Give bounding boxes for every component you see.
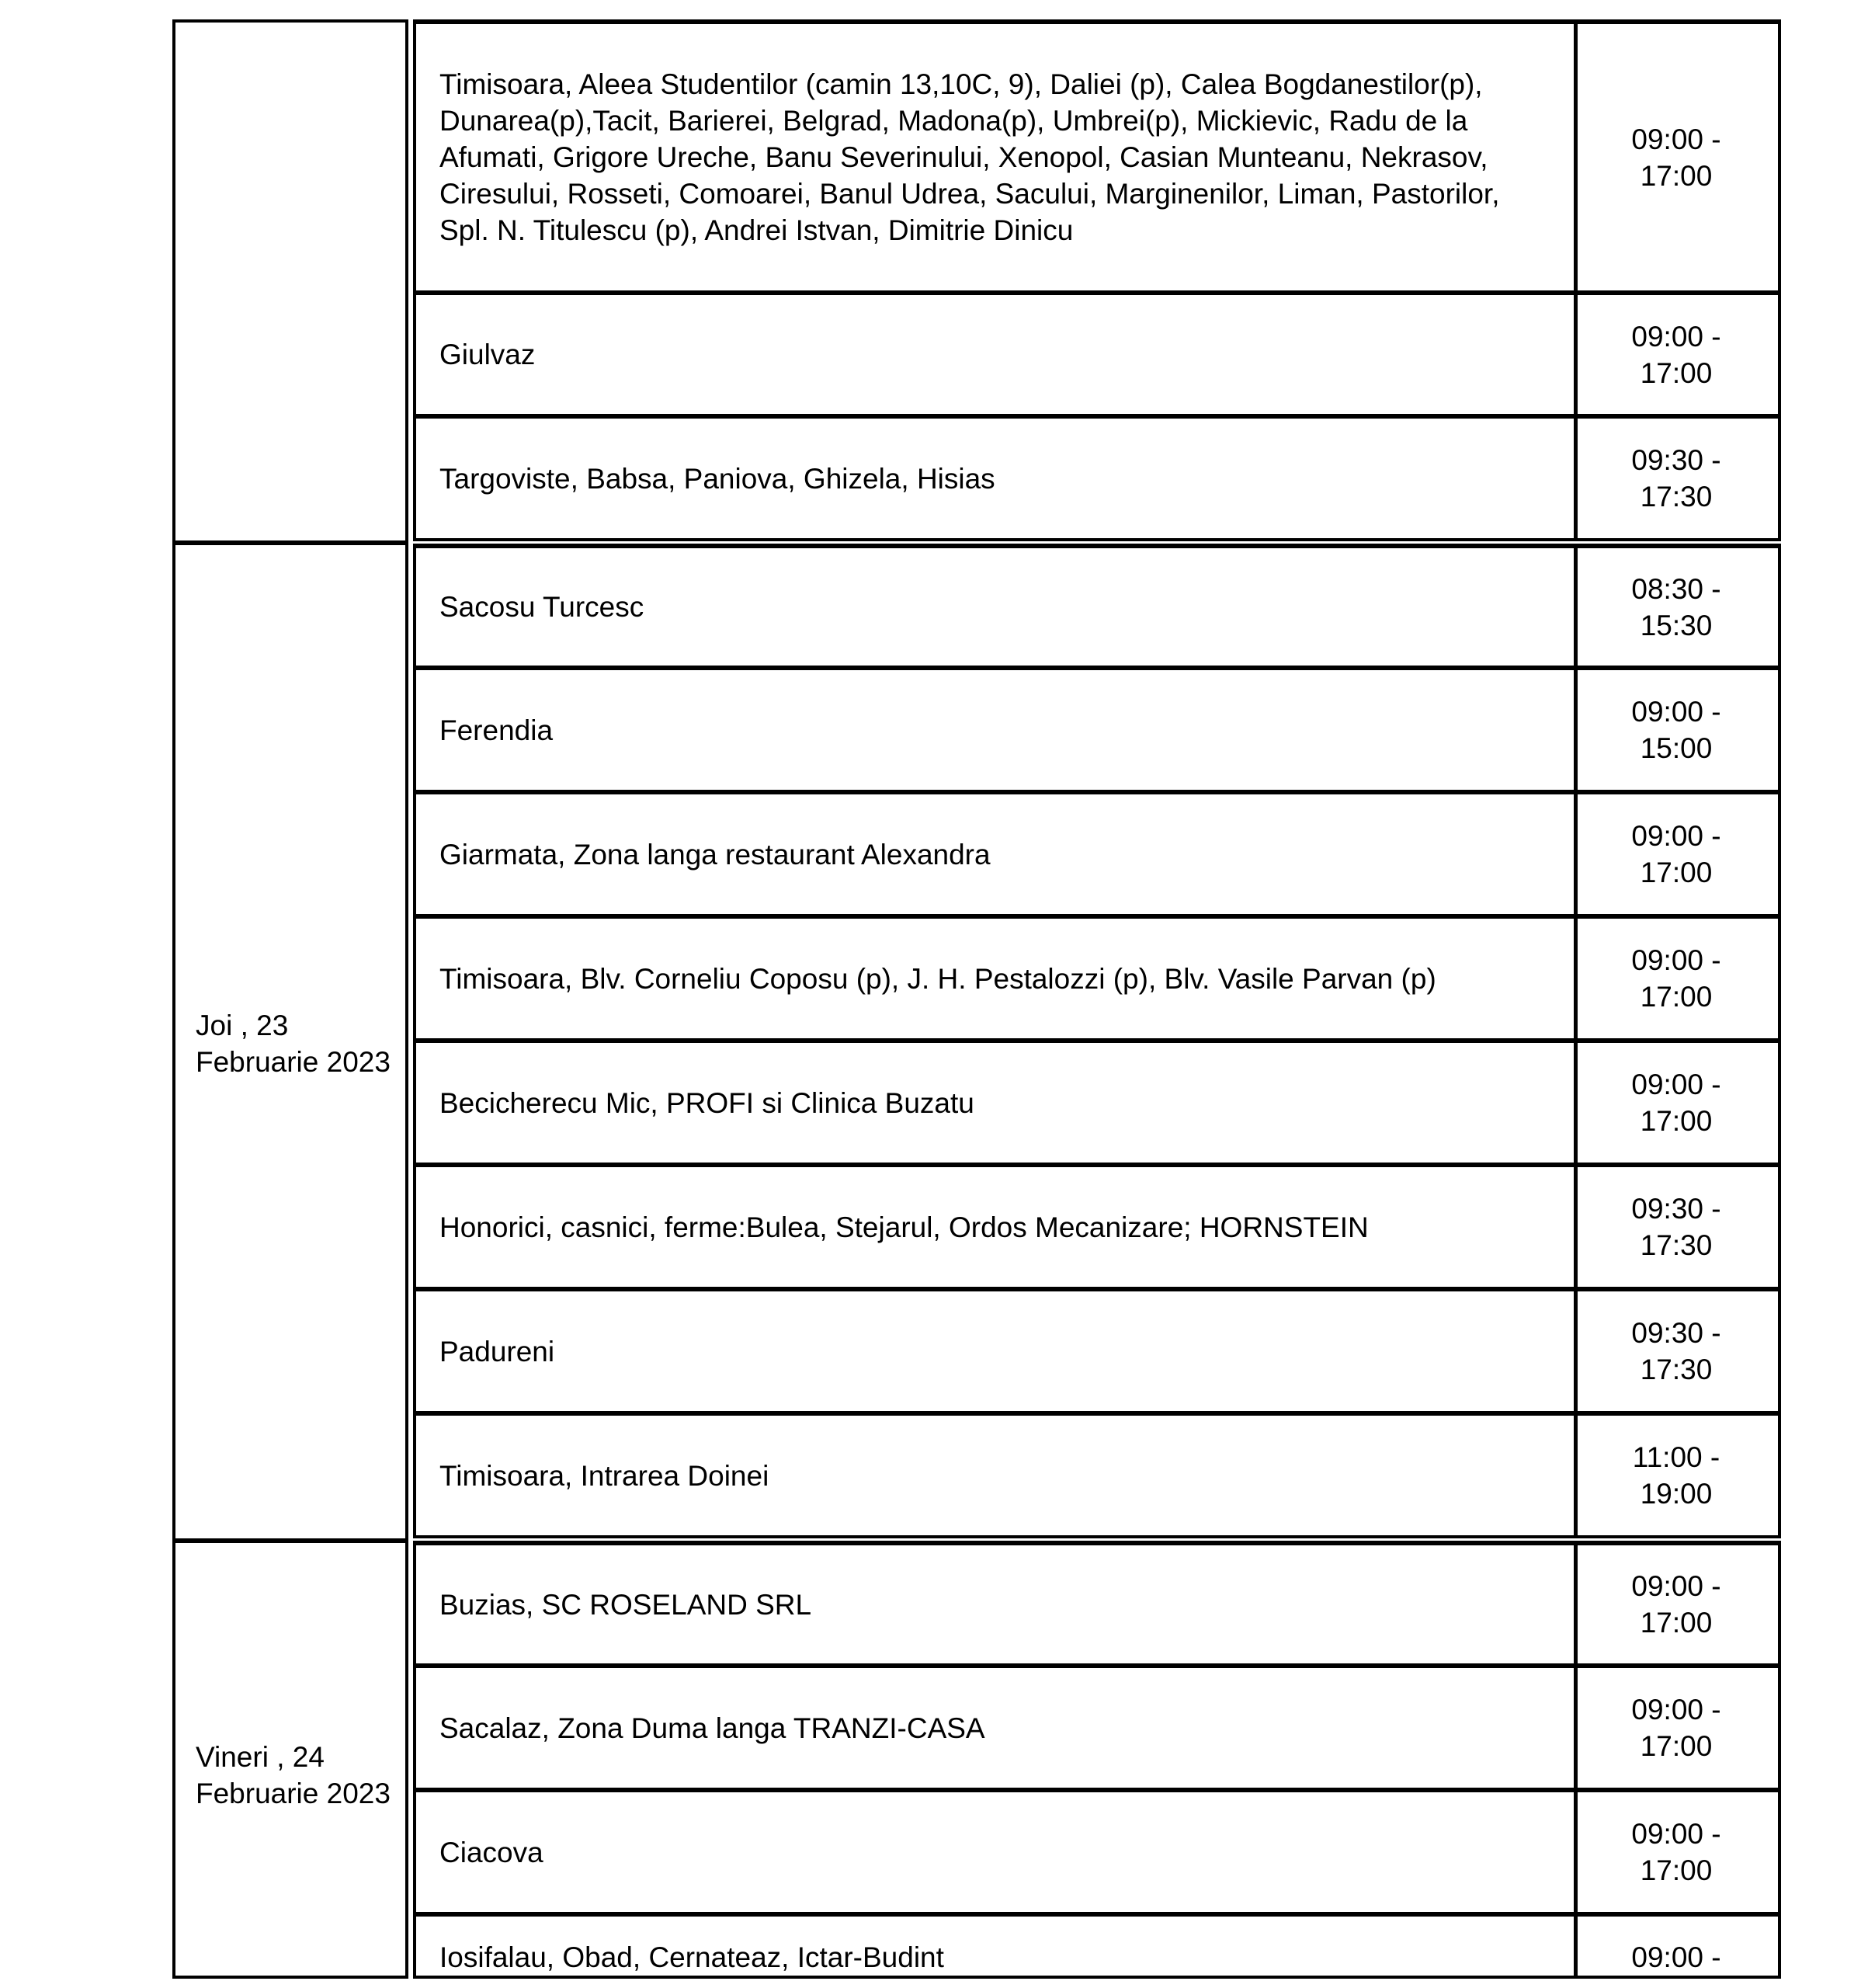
time-cell: 09:30 - 17:30 xyxy=(1631,444,1721,513)
time-cell: 09:00 - 15:00 xyxy=(1631,696,1721,764)
location-cell: Iosifalau, Obad, Cernateaz, Ictar-Budint xyxy=(416,1917,1578,1976)
day-cell xyxy=(172,542,408,1541)
table-row xyxy=(413,1163,1781,1290)
time-cell: 09:00 - 17:00 xyxy=(1631,1694,1721,1762)
table-row xyxy=(413,666,1781,793)
table-row xyxy=(413,1287,1781,1414)
table-row xyxy=(413,544,1781,669)
table-row xyxy=(413,1912,1781,1979)
table-row xyxy=(413,1663,1781,1791)
location-cell: Timisoara, Intrarea Doinei xyxy=(416,1416,1578,1535)
day-label: Joi , 23 Februarie 2023 xyxy=(196,1010,391,1078)
time-cell: 09:00 - 17:00 xyxy=(1631,820,1721,888)
table-row xyxy=(413,1411,1781,1538)
table-row xyxy=(413,914,1781,1041)
table-row xyxy=(413,1541,1781,1667)
table-row xyxy=(413,790,1781,917)
time-cell: 09:00 - 17:00 xyxy=(1631,1570,1721,1639)
table-row xyxy=(413,1038,1781,1166)
table-row xyxy=(413,19,1781,294)
location-cell: Becicherecu Mic, PROFI si Clinica Buzatu xyxy=(416,1043,1578,1163)
time-cell: 09:00 - xyxy=(1631,1941,1721,1973)
time-cell: 09:00 - 17:00 xyxy=(1631,1818,1721,1886)
time-cell: 08:30 - 15:30 xyxy=(1631,572,1721,641)
time-cell: 09:30 - 17:30 xyxy=(1631,1193,1721,1261)
location-cell: Buzias, SC ROSELAND SRL xyxy=(416,1545,1578,1663)
table-row xyxy=(413,290,1781,417)
day-cell xyxy=(172,19,408,544)
location-cell: Timisoara, Blv. Corneliu Coposu (p), J. H. Pestalozzi (p), Blv. Vasile Parvan (p) xyxy=(416,919,1578,1038)
time-cell: 09:00 - 17:00 xyxy=(1631,123,1721,192)
location-cell: Padureni xyxy=(416,1291,1578,1411)
location-cell: Ferendia xyxy=(416,670,1578,790)
location-cell: Timisoara, Aleea Studentilor (camin 13,10C, 9), Daliei (p), Calea Bogdanestilor(p), Dunarea(p),Tacit, Barierei, Belgrad, Madona(p), Umbrei(p), Mickievic, Radu de la Afumati, Grigore Ureche, Banu Severinului, Xenopol, Casian Munteanu, Nekrasov, Ciresului, Rosseti, Comoarei, Banul Udrea, Sacului, Marginenilor, Liman, Pastorilor, Spl. N. Titulescu (p), Andrei Istvan, Dimitrie Dinicu xyxy=(416,24,1578,290)
location-cell: Giulvaz xyxy=(416,295,1578,414)
location-cell: Giarmata, Zona langa restaurant Alexandra xyxy=(416,794,1578,914)
location-cell: Sacosu Turcesc xyxy=(416,548,1578,666)
time-cell: 09:00 - 17:00 xyxy=(1631,944,1721,1013)
day-cell xyxy=(172,1540,408,1979)
location-cell: Ciacova xyxy=(416,1792,1578,1912)
time-cell: 09:00 - 17:00 xyxy=(1631,1069,1721,1137)
table-row xyxy=(413,414,1781,541)
time-cell: 09:00 - 17:00 xyxy=(1631,320,1721,389)
table-row xyxy=(413,1788,1781,1915)
time-cell: 09:30 - 17:30 xyxy=(1631,1317,1721,1385)
time-cell: 11:00 - 19:00 xyxy=(1632,1441,1720,1510)
location-cell: Sacalaz, Zona Duma langa TRANZI-CASA xyxy=(416,1668,1578,1788)
day-label: Vineri , 24 Februarie 2023 xyxy=(196,1741,391,1809)
location-cell: Honorici, casnici, ferme:Bulea, Stejarul, Ordos Mecanizare; HORNSTEIN xyxy=(416,1167,1578,1287)
location-cell: Targoviste, Babsa, Paniova, Ghizela, Hisias xyxy=(416,419,1578,538)
